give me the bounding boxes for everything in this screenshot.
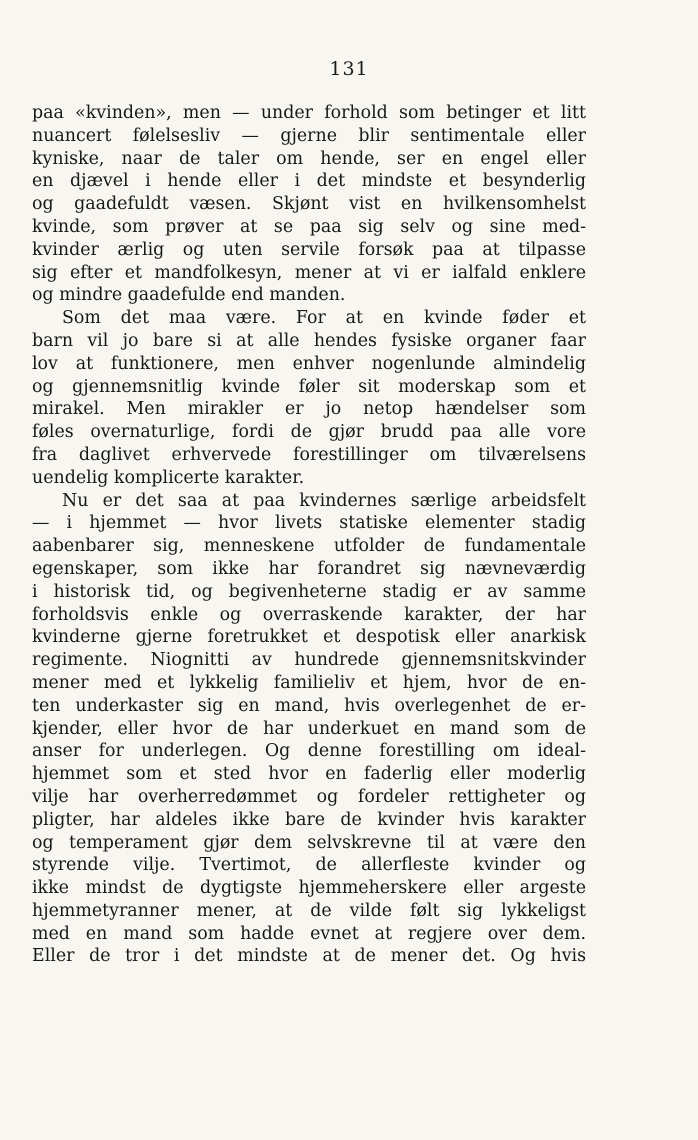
text-line: barn vil jo bare si at alle hendes fysiske organer faar (32, 330, 586, 351)
text-line: hjemmet som et sted hvor en faderlig eller moderlig (32, 764, 586, 785)
text-line: mener med et lykkelig familieliv et hjem, hvor de en- (32, 672, 586, 693)
text-line: regimente. Niognitti av hundrede gjennemsnitskvinder (32, 650, 586, 671)
body-text (32, 102, 586, 968)
text-line: — i hjemmet — hvor livets statiske elementer stadig (32, 513, 586, 534)
text-line: uendelig komplicerte karakter. (32, 467, 305, 488)
text-line: med en mand som hadde evnet at regjere over dem. (32, 923, 586, 944)
text-line: Eller de tror i det mindste at de mener det. Og hvis (32, 946, 586, 967)
text-line: kvinderne gjerne foretrukket et despotisk eller anarkisk (32, 627, 586, 648)
text-line: aabenbarer sig, menneskene utfolder de fundamentale (32, 536, 586, 557)
text-line: Som det maa være. For at en kvinde føder et (62, 308, 586, 329)
text-line: styrende vilje. Tvertimot, de allerfleste kvinder og (32, 855, 586, 876)
text-line: nuancert følelsesliv — gjerne blir sentimentale eller (32, 125, 586, 146)
text-line: kjender, eller hvor de har underkuet en mand som de (32, 718, 586, 739)
text-line: kvinder ærlig og uten servile forsøk paa at tilpasse (32, 239, 586, 260)
text-line: føles overnaturlige, fordi de gjør brudd paa alle vore (32, 422, 586, 443)
text-line: ikke mindst de dygtigste hjemmeherskere eller argeste (32, 878, 586, 899)
text-line: kvinde, som prøver at se paa sig selv og sine med- (32, 216, 586, 237)
text-line: Nu er det saa at paa kvindernes særlige arbeidsfelt (62, 490, 586, 511)
text-line: paa «kvinden», men — under forhold som betinger et litt (32, 103, 586, 123)
text-line: fra daglivet erhvervede forestillinger om tilværelsens (32, 444, 586, 465)
text-line: ten underkaster sig en mand, hvis overlegenhet de er- (32, 695, 586, 716)
text-line: mirakel. Men mirakler er jo netop hændelser som (32, 399, 586, 420)
text-line: lov at funktionere, men enhver nogenlunde almindelig (32, 353, 586, 374)
text-line: kyniske, naar de taler om hende, ser en engel eller (32, 148, 586, 169)
text-line: en djævel i hende eller i det mindste et besynderlig (32, 171, 586, 192)
text-line: egenskaper, som ikke har forandret sig nævneværdig (32, 558, 586, 579)
text-line: pligter, har aldeles ikke bare de kvinder hvis karakter (32, 809, 586, 830)
text-line: og mindre gaadefulde end manden. (32, 285, 346, 306)
text-line: forholdsvis enkle og overraskende karakter, der har (32, 604, 586, 625)
text-line: sig efter et mandfolkesyn, mener at vi er ialfald enklere (32, 262, 586, 283)
text-line: i historisk tid, og begivenheterne stadig er av samme (32, 581, 586, 602)
text-line: og gaadefuldt væsen. Skjønt vist en hvilkensomhelst (32, 194, 586, 215)
text-line: vilje har overherredømmet og fordeler rettigheter og (32, 786, 586, 807)
text-line: og gjennemsnitlig kvinde føler sit moderskap som et (32, 376, 586, 397)
text-line: og temperament gjør dem selvskrevne til at være den (32, 832, 586, 853)
text-line: anser for underlegen. Og denne forestilling om ideal- (32, 741, 586, 762)
text-line: hjemmetyranner mener, at de vilde følt sig lykkeligst (32, 900, 586, 921)
page-number: 131 (329, 58, 369, 80)
